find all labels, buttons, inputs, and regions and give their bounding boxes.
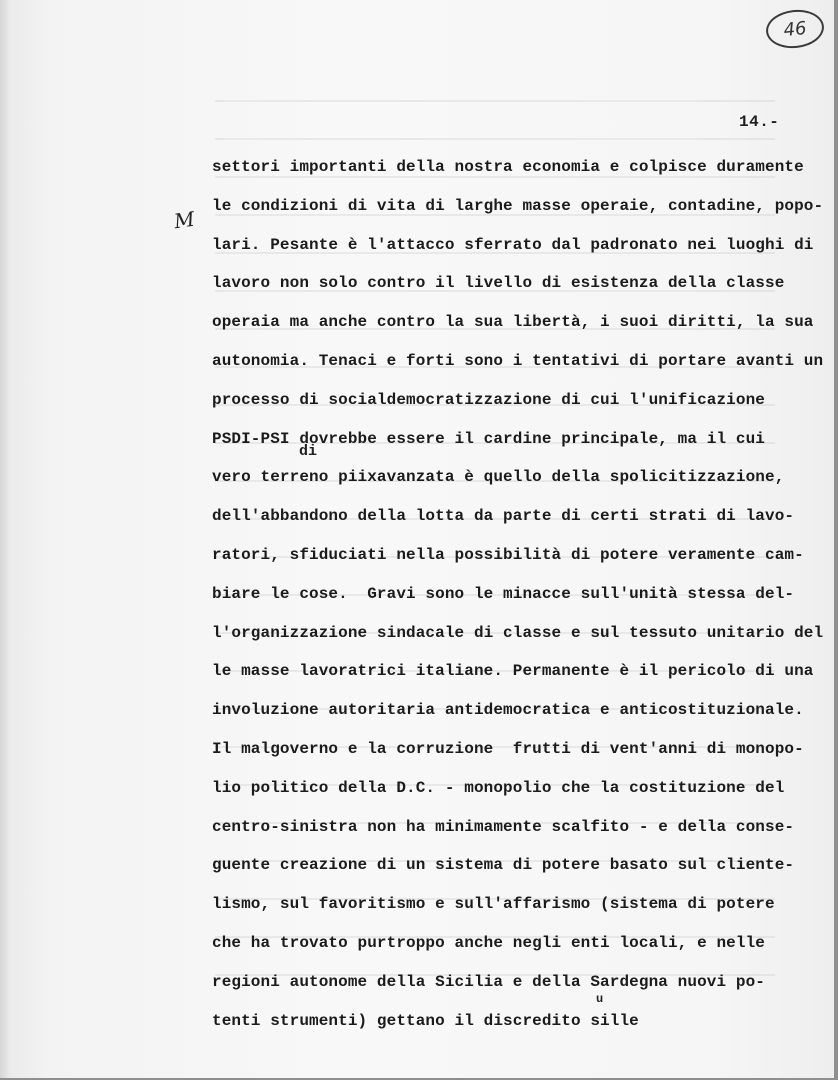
typewritten-body xyxy=(212,148,834,1040)
text-line: ratori, sfiduciati nella possibilità di potere veramente cam- xyxy=(212,545,804,564)
page-edge-shadow xyxy=(0,0,10,1078)
text-line: guente creazione di un sistema di potere basato sul cliente- xyxy=(212,856,795,875)
text-line: biare le cose. Gravi sono le minacce sull'unità stessa del- xyxy=(212,584,795,603)
text-line: processo di socialdemocratizzazione di cui l'unificazione xyxy=(212,390,765,409)
text-line: lavoro non solo contro il livello di esistenza della classe xyxy=(212,274,785,293)
page-number: 14.- xyxy=(739,113,780,131)
text-line: regioni autonome della Sicilia e della Sardegna nuovi po- xyxy=(212,972,765,991)
text-line: lari. Pesante è l'attacco sferrato dal padronato nei luoghi di xyxy=(212,235,814,254)
text-line: vero terreno piixavanzata è quello della spolicitizzazione, xyxy=(212,468,785,487)
handwritten-margin-mark: M xyxy=(172,206,197,234)
text-line: operaia ma anche contro la sua libertà, i suoi diritti, la sua xyxy=(212,313,814,332)
text-line: Il malgoverno e la corruzione frutti di vent'anni di monopo- xyxy=(212,739,804,758)
text-line: le condizioni di vita di larghe masse operaie, contadine, popo- xyxy=(212,196,824,215)
text-line: centro-sinistra non ha minimamente scalfito - e della conse- xyxy=(212,817,795,836)
text-line: le masse lavoratrici italiane. Permanente è il pericolo di una xyxy=(212,662,814,681)
interlinear-correction: di xyxy=(299,443,318,460)
text-line: lio politico della D.C. - monopolio che la costituzione del xyxy=(212,778,785,797)
text-line: tenti strumenti) gettano il discredito sille xyxy=(212,1011,639,1030)
text-line: lismo, sul favoritismo e sull'affarismo (sistema di potere xyxy=(212,895,775,914)
archive-page-stamp xyxy=(764,7,826,51)
text-line: l'organizzazione sindacale di classe e sul tessuto unitario del xyxy=(212,623,824,642)
text-line: PSDI-PSI dovrebbe essere il cardine principale, ma il cui xyxy=(212,429,765,448)
overstrike-correction: u xyxy=(596,992,604,1006)
text-line: settori importanti della nostra economia e colpisce duramente xyxy=(212,158,804,176)
text-line: autonomia. Tenaci e forti sono i tentativi di portare avanti un xyxy=(212,351,824,370)
text-line: involuzione autoritaria antidemocratica e anticostituzionale. xyxy=(212,701,804,720)
archive-number-text: 46 xyxy=(782,17,808,41)
text-line: che ha trovato purtroppo anche negli enti locali, e nelle xyxy=(212,933,765,952)
text-line: dell'abbandono della lotta da parte di certi strati di lavo- xyxy=(212,507,795,526)
